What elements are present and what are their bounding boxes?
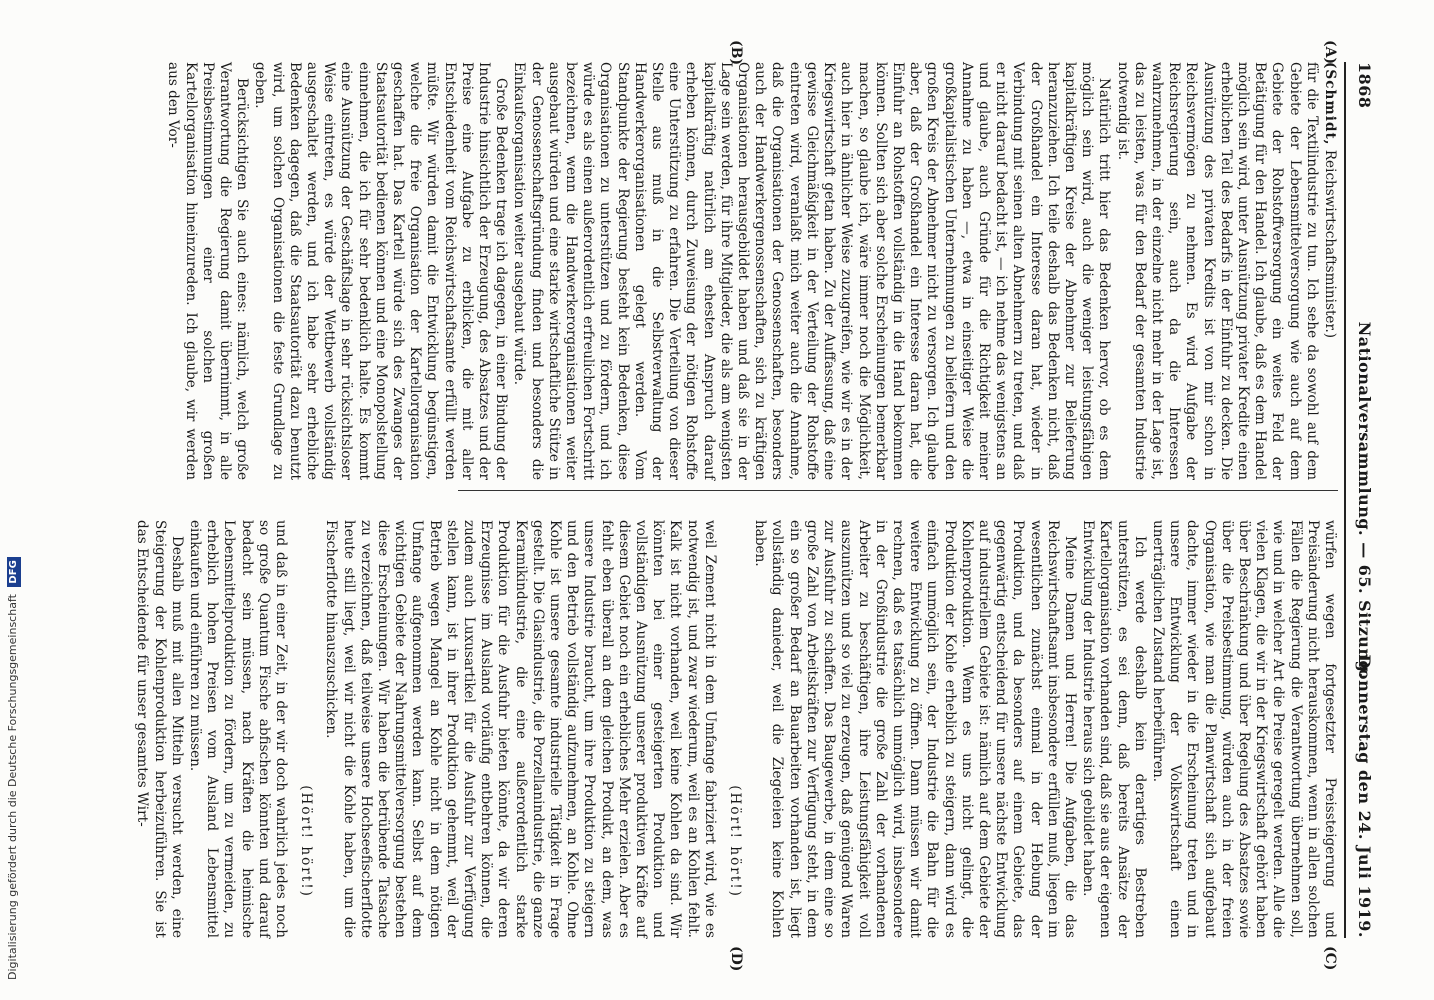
header-date: Donnerstag den 24. Juli 1919.	[1355, 654, 1374, 938]
paragraph: Große Bedenken trage ich dagegen, in einer Bindung der Industrie hinsichtlich der Erzeugung, des Absatzes und der Preise eine Aufgabe zu erblicken, die mit aller Entschiedenheit vom Reichswirtschaftsamte erfüllt werden müßte. Wir würden damit die Entwicklung begünstigen, welche die freie Organisation der Kartellorganisation geschaffen hat. Das Kartell würde sich des Zwanges der Staatsautorität bedienen können und eine Monopolstellung einnehmen, die ich für sehr bedenklich halte. Es kommt eine Ausnützung der Geschäftslage in sehr rücksichtsloser Weise eintreten, es würde der Wettbewerb vollständig ausgeschaltet werden, und ich habe sehr erhebliche Bedenken dagegen, daß die Staatsautorität dazu benutzt wird, um solchen Organisationen die feste Grundlage zu geben.	[252, 62, 510, 480]
speaker-role: Reichswirtschaftsminister.)	[1322, 149, 1338, 339]
page-number: 1868	[1355, 62, 1374, 109]
paragraph: Ich werde deshalb kein derartiges Bestreben unterstützen, es sei denn, daß bereits Ansätze der Kartellorganisation vorhanden sind, daß sie aus der eigenen Entwicklung der Industrie heraus sich gebildet haben.	[1080, 520, 1148, 938]
left-column	[165, 62, 1338, 480]
paragraph: Natürlich tritt hier das Bedenken hervor, ob es dem möglich sein wird, auch die weniger leistungsfähigen kapitalkräftigen Kreise der Abnehmer zur Belieferung heranzuziehen. Ich teile deshalb das Bedenken nicht, daß der Großhandel ein Interesse daran hat, wieder in Verbindung mit seinen alten Abnehmern zu treten, und daß er nicht darauf bedacht ist, — ich nehme das wenigstens an und glaube, auch Gründe für die Richtigkeit meiner Annahme zu haben —, etwa in einseitiger Weise die großkapitalistischen Unternehmungen zu beliefern und den großen Kreis der Abnehmer nicht zu versorgen. Ich glaube aber, daß der Großhandel ein Interesse daran hat, die Einfuhr an Rohstoffen vollständig in die Hand bekommen können. Sollten sich aber solche Erscheinungen bemerkbar machen, so glaube ich, wäre immer noch die Möglichkeit, auch hier in ähnlicher Weise zuzugreifen, wie wir es in der Kriegswirtschaft getan haben. Zu der Auffassung, daß eine gewisse Gleichmäßigkeit in der Verteilung der Rohstoffe eintreten wird, veranlaßt mich weiter auch die Annahme, daß die Organisationen der Genossenschaften, besonders auch der Handwerkergenossenschaften, sich zu kräftigen Organisationen herausgebildet haben und daß sie in der Lage sein werden, für ihre Mitglieder, die als am wenigsten kapitalkräftig natürlich am ehesten Anspruch darauf erheben können, durch Zuweisung der nötigen Rohstoffe eine Unterstützung zu erfahren. Die Verteilung von dieser Stelle aus muß in die Selbstverwaltung der Handwerkerorganisationen gelegt werden. Vom Standpunkte der Regierung besteht kein Bedenken, diese Organisationen zu unterstützen und zu fördern, und ich würde es als einen außerordentlich erfreulichen Fortschritt bezeichnen, wenn die Handwerkerorganisationen weiter ausgebaut würden und eine starke wirtschaftliche Stütze in der Genossenschaftsgründung finden und besonders die Einkaufsorganisation weiter ausgebaut würde.	[511, 62, 1113, 480]
margin-marker-b: (B)	[728, 40, 744, 66]
margin-marker-d: (D)	[728, 946, 744, 972]
paragraph: würfen wegen fortgesetzter Preissteigerung und Preisänderung nicht herauskommen, wenn in allen solchen Fällen die Regierung die Verantwortung übernehmen soll, wie und in welcher Art die Preise geregelt werden. Alle die vielen Klagen, die wir in der Kriegswirtschaft gehört haben über Beschränkung und über Regelung des Absatzes sowie über die Preisbestimmung, würden auch in der freien Organisation, wie man die Planwirtschaft sich aufgebaut dachte, immer wieder in die Erscheinung treten und in unsere Entwicklung der Volkswirtschaft einen unerträglichen Zustand herbeiführen.	[1149, 520, 1338, 938]
right-column	[134, 520, 1338, 938]
paragraph: Meine Damen und Herren! Die Aufgaben, die das Reichswirtschaftsamt insbesondere erfüllen muß, liegen im wesentlichen zunächst einmal in der Hebung der Produktion, und da besonders auf einem Gebiete, das gegenwärtig entscheidend für unsere nächste Entwicklung auf industriellem Gebiete ist: nämlich auf dem Gebiete der Kohlenproduktion. Wenn es uns nicht gelingt, die Produktion der Kohle erheblich zu steigern, dann wird es einfach unmöglich sein, der Industrie die Bahn für die weitere Entwicklung zu öffnen. Dann müssen wir damit rechnen, daß es tatsächlich unmöglich wird, insbesondere in der Großindustrie die große Zahl der vorhandenen Arbeiter zu beschäftigen, ihre Leistungsfähigkeit voll auszunützen und so viel zu erzeugen, daß genügend Waren zur Ausfuhr zu schaffen. Das Baugewerbe, in dem eine so große Zahl von Arbeitskräften zur Verfügung steht, in dem ein so großer Bedarf an Bauarbeiten vorhanden ist, liegt vollständig danieder, weil die Ziegeleien keine Kohlen haben.	[752, 520, 1078, 938]
header-title: Nationalversammlung. — 65. Sitzung.	[1355, 321, 1374, 679]
paragraph: Deshalb muß mit allen Mitteln versucht werden, eine Steigerung der Kohlenproduktion herbeizuführen. Sie ist das Entscheidende für unser gesamtes Wirt-	[134, 520, 185, 938]
margin-marker-a: (A)	[1322, 40, 1338, 65]
margin-marker-c: (C)	[1322, 946, 1338, 971]
paragraph: Berücksichtigen Sie auch eines: nämlich, welch große Verantwortung die Regierung damit übernimmt, in alle Preisbestimmungen einer solchen großen Kartellorganisation hineinzureden. Ich glaube, wir werden aus den Vor-	[165, 62, 251, 480]
speaker-name: (Schmidt,	[1322, 62, 1338, 146]
speaker-line	[1321, 62, 1338, 480]
credit-text: Digitalisierung gefördert durch die Deutsche Forschungsgemeinschaft	[6, 594, 19, 980]
dfg-logo: DFG	[7, 557, 21, 586]
interjection: (Hört! hört!)	[298, 785, 315, 898]
paragraph: und daß in einer Zeit, in der wir doch wahrlich jedes noch so große Quantum Fische abfischen könnten und darauf bedacht sein müssen, nach Kräften die heimische Lebensmittelproduktion zu fördern, um zu vermeiden, zu erheblich hohen Preisen vom Ausland Lebensmittel einkaufen und einführen zu müssen.	[187, 520, 290, 938]
paragraph: für die Textilindustrie zu tun. Ich sehe da sowohl auf dem Gebiete der Lebensmittelversorgung wie auch auf dem Gebiete der Rohstoffversorgung ein weites Feld der Betätigung für den Handel. Ich glaube, daß es dem Handel möglich sein wird, unter Ausnützung privater Kredite einen erheblichen Teil des Bedarfs in der Einfuhr zu decken. Die Ausnützung des privaten Kredits ist von mir schon in Reichsvermögen zu nehmen. Es wird Aufgabe der Reichsregierung sein, auch da die Interessen wahrzunehmen, in der einzelne nicht mehr in der Lage ist, das zu leisten, was für den Bedarf der gesamten Industrie notwendig ist.	[1114, 62, 1320, 480]
interjection: (Hört! hört!)	[727, 785, 744, 898]
page-header	[1344, 62, 1374, 938]
paragraph: weil Zement nicht in dem Umfange fabriziert wird, wie es notwendig ist, und zwar wiederum, weil es an Kohlen fehlt. Kalk ist nicht vorhanden, weil keine Kohlen da sind. Wir könnten bei einer gesteigerten Produktion und vollständigen Ausnützung unserer produktiven Kräfte auf diesem Gebiet noch ein erhebliches Mehr erzielen. Aber es fehlt eben überall an dem gleichen Produkt, an dem, was unsere Industrie braucht, um ihre Produktion zu steigern und den Betrieb vollständig aufzunehmen, an Kohle. Ohne Kohle ist unsere gesamte industrielle Tätigkeit in Frage gestellt. Die Glasindustrie, die Porzellanindustrie, die ganze Keramikindustrie, die eine außerordentlich starke Produktion für die Ausfuhr bieten könnte, da wir deren Erzeugnisse im Ausland vorläufig entbehren können, die zudem auch Luxusartikel für die Ausfuhr zur Verfügung stellen kann, ist in ihrer Produktion gehemmt, weil der Betrieb wegen Mangel an Kohle nicht in dem nötigen Umfange aufgenommen werden kann. Selbst auf dem wichtigen Gebiete der Nahrungsmittelversorgung bestehen diese Erscheinungen. Wir haben die betrübende Tatsache zu verzeichnen, daß teilweise unsere Hochseefischerflotte heute still liegt, weil wir nicht die Kohle haben, um die Fischerflotte hinauszuschicken.	[323, 520, 718, 938]
header-rule	[1344, 62, 1346, 938]
column-divider	[458, 490, 1338, 491]
